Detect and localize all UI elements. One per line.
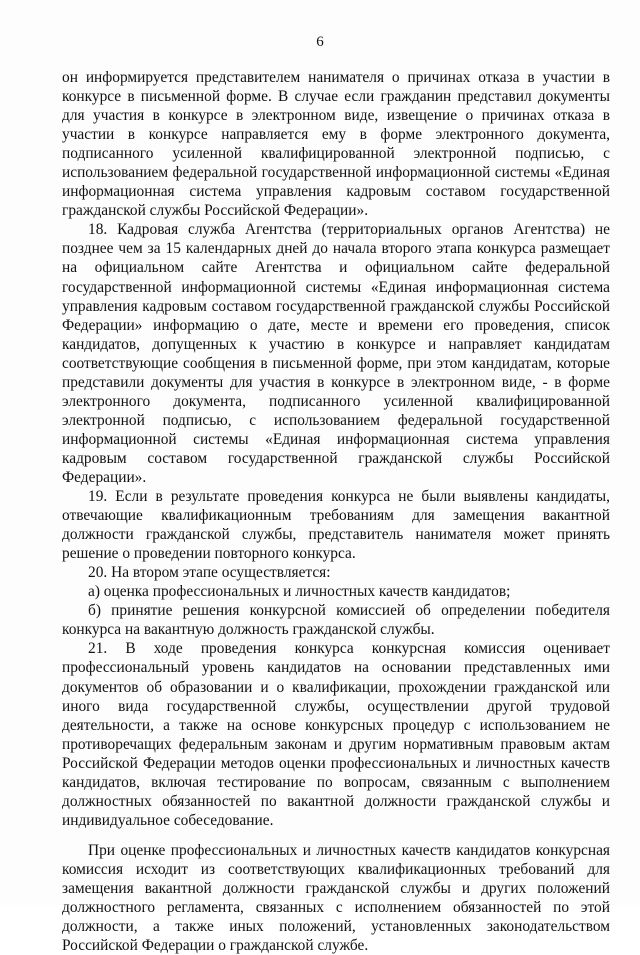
paragraph-19: 19. Если в результате проведения конкурса не были выявлены кандидаты, отвечающие квалификационным требованиям для замещения вакантной должности гражданской службы, представитель нанимателя может принять решение о проведении повторного конкурса.: [62, 488, 610, 563]
paragraph-20: 20. На втором этапе осуществляется:: [88, 564, 331, 582]
document-body: [62, 68, 610, 955]
paragraph-21-assessment: При оценке профессиональных и личностных качеств кандидатов конкурсная комиссия исходит из соответствующих квалификационных требований для замещения вакантной должности гражданской службы и других положений должностного регламента, связанных с исполнением обязанностей по этой должности, а также иных положений, установленных законодательством Российской Федерации о гражданской службе.: [62, 841, 610, 955]
paragraph-21: 21. В ходе проведения конкурса конкурсная комиссия оценивает профессиональный уровень кандидатов на основании представленных ими документов об образовании и о квалификации, прохождении гражданской или иного вида государственной службы, осуществлении другой трудовой деятельности, а также на основе конкурсных процедур с использованием не противоречащих федеральным законам и другим нормативным правовым актам Российской Федерации методов оценки профессиональных и личностных качеств кандидатов, включая тестирование по вопросам, связанным с выполнением должностных обязанностей по вакантной должности гражданской службы и индивидуальное собеседование.: [62, 640, 610, 829]
paragraph-20-b: б) принятие решения конкурсной комиссией об определении победителя конкурса на вакантную должность гражданской службы.: [62, 602, 610, 639]
paragraph-20-a: а) оценка профессиональных и личностных качеств кандидатов;: [88, 583, 511, 601]
paragraph-18: 18. Кадровая служба Агентства (территориальных органов Агентства) не позднее чем за 15 календарных дней до начала второго этапа конкурса размещает на официальном сайте Агентства и официальном сайте федеральной государственной информационной системы «Единая информационная система управления кадровым составом государственной гражданской службы Российской Федерации» информацию о дате, месте и времени его проведения, список кандидатов, допущенных к участию в конкурсе и направляет кандидатам соответствующие сообщения в письменной форме, при этом кандидатам, которые представили документы для участия в конкурсе в электронном виде, - в форме электронного документа, подписанного усиленной квалифицированной электронной подписью, с использованием федеральной государственной информационной системы «Единая информационная система управления кадровым составом государственной гражданской службы Российской Федерации».: [62, 221, 610, 486]
page-number: 6: [316, 34, 324, 50]
paragraph-continuation: он информируется представителем нанимателя о причинах отказа в участии в конкурсе в письменной форме. В случае если гражданин представил документы для участия в конкурсе в электронном виде, извещение о причинах отказа в участии в конкурсе направляется ему в форме электронного документа, подписанного усиленной квалифицированной электронной подписью, с использованием федеральной государственной информационной системы «Единая информационная система управления кадровым составом государственной гражданской службы Российской Федерации».: [62, 69, 610, 220]
